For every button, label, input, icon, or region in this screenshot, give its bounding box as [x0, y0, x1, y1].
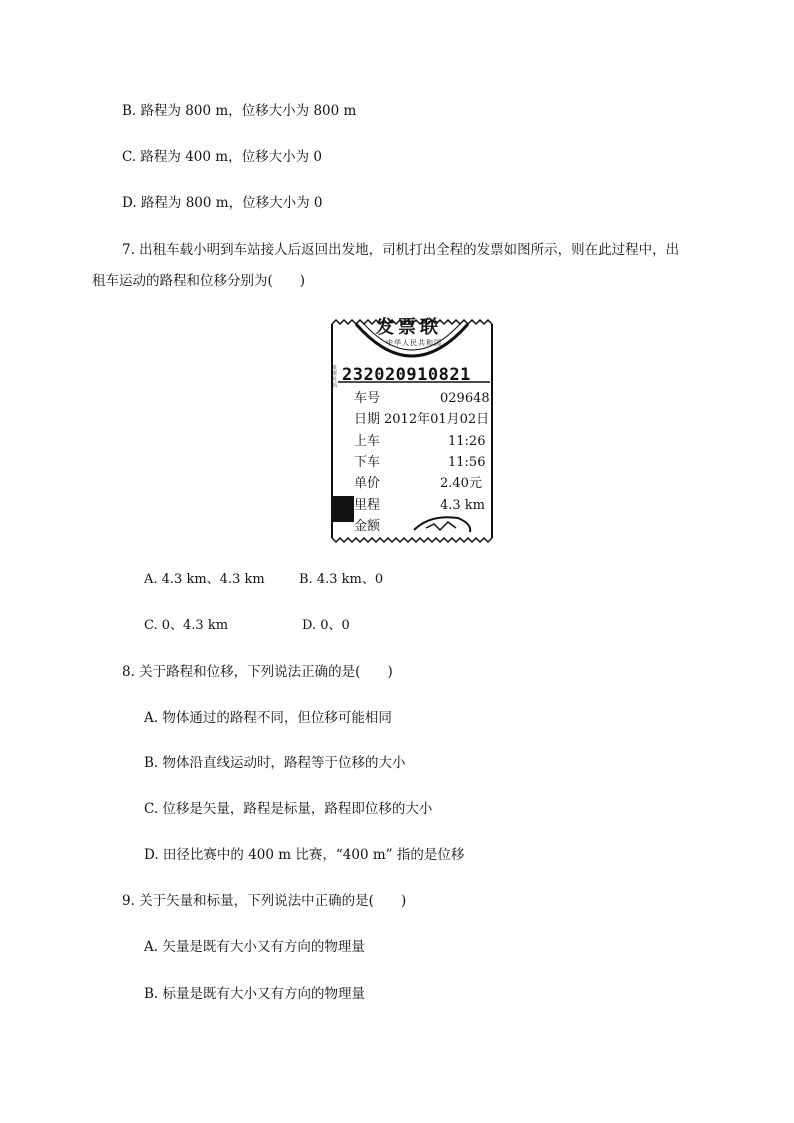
q7-stem-line2: 租车运动的路程和位移分别为( ) [92, 273, 306, 289]
q9-option-a: A. 矢量是既有大小又有方向的物理量 [144, 939, 365, 955]
receipt-label-car: 车号 [354, 391, 381, 406]
q9-option-b: B. 标量是既有大小又有方向的物理量 [144, 986, 366, 1002]
receipt-stamp-text: 中华人民共和国 [386, 339, 442, 347]
q6-option-b: B. 路程为 800 m，位移大小为 800 m [122, 103, 357, 119]
receipt-value-car: 029648 [440, 391, 490, 406]
receipt-label-price: 单价 [354, 476, 381, 491]
taxi-receipt-figure [330, 318, 494, 544]
q8-option-d: D. 田径比赛中的 400 m 比赛，“400 m” 指的是位移 [144, 847, 465, 863]
receipt-label-alighting: 下车 [354, 455, 381, 470]
q7-option-a: A. 4.3 km、4.3 km [144, 572, 265, 587]
q7-option-d: D. 0、0 [302, 618, 350, 633]
q7-stem-line1: 7. 出租车载小明到车站接人后返回出发地，司机打出全程的发票如图所示，则在此过程中，出 [122, 242, 680, 258]
q7-option-b: B. 4.3 km、0 [299, 572, 384, 587]
q9-stem: 9. 关于矢量和标量，下列说法中正确的是( ) [122, 893, 407, 909]
receipt-label-date: 日期 [354, 412, 381, 427]
receipt-value-price: 2.40元 [440, 476, 482, 491]
q8-option-b: B. 物体沿直线运动时，路程等于位移的大小 [144, 755, 406, 771]
q7-option-c: C. 0、4.3 km [144, 618, 229, 633]
q6-option-c: C. 路程为 400 m，位移大小为 0 [122, 149, 322, 165]
receipt-label-mileage: 里程 [354, 498, 381, 513]
receipt-value-mileage: 4.3 km [440, 498, 486, 513]
q8-option-a: A. 物体通过的路程不同，但位移可能相同 [144, 710, 392, 726]
receipt-number-label: 发票号码 [332, 365, 338, 389]
receipt-value-boarding: 11:26 [448, 434, 486, 449]
receipt-value-date: 2012年01月02日 [384, 412, 490, 427]
q8-stem: 8. 关于路程和位移，下列说法正确的是( ) [122, 664, 393, 680]
q6-option-d: D. 路程为 800 m，位移大小为 0 [122, 195, 323, 211]
receipt-header: 发票联 [376, 317, 442, 338]
receipt-label-amount: 金额 [354, 519, 381, 534]
receipt-value-alighting: 11:56 [448, 455, 486, 470]
receipt-label-boarding: 上车 [354, 434, 381, 449]
q8-option-c: C. 位移是矢量，路程是标量，路程即位移的大小 [144, 801, 433, 817]
receipt-number: 232020910821 [342, 365, 471, 385]
